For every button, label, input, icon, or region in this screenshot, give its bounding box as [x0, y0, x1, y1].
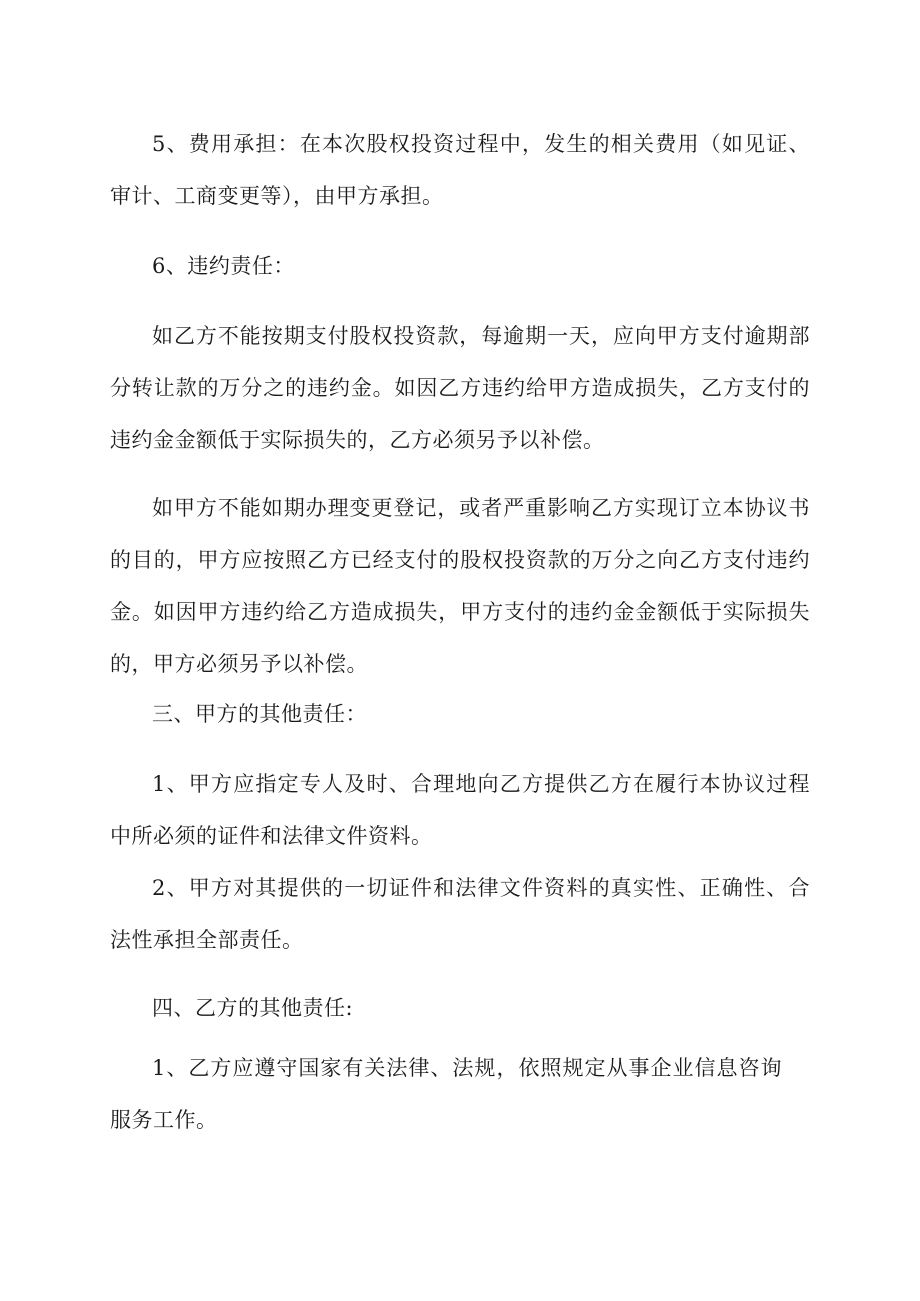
section-three-heading: 三、甲方的其他责任：: [152, 702, 367, 726]
paragraph-party-a-breach: 如甲方不能如期办理变更登记，或者严重影响乙方实现订立本协议书的目的，甲方应按照乙方已经支付的股权投资款的万分之向乙方支付违约金。如因甲方违约给乙方造成损失，甲方支付的违约金金额低于实际损失的，甲方必须另予以补偿。: [110, 496, 810, 676]
paragraph-b-duty-1: 1、乙方应遵守国家有关法律、法规，依照规定从事企业信息咨询服务工作。: [110, 1056, 782, 1132]
paragraph-expense: 5、费用承担：在本次股权投资过程中，发生的相关费用（如见证、审计、工商变更等），由甲方承担。: [110, 132, 810, 208]
paragraph-party-b-breach: 如乙方不能按期支付股权投资款，每逾期一天，应向甲方支付逾期部分转让款的万分之的违约金。如因乙方违约给甲方造成损失，乙方支付的违约金金额低于实际损失的，乙方必须另予以补偿。: [110, 324, 810, 452]
paragraph-a-duty-1: 1、甲方应指定专人及时、合理地向乙方提供乙方在履行本协议过程中所必须的证件和法律文件资料。: [110, 772, 810, 848]
section-four-heading: 四、乙方的其他责任:: [152, 996, 354, 1020]
paragraph-a-duty-2: 2、甲方对其提供的一切证件和法律文件资料的真实性、正确性、合法性承担全部责任。: [110, 876, 810, 952]
paragraph-breach-heading: 6、违约责任：: [152, 254, 295, 278]
